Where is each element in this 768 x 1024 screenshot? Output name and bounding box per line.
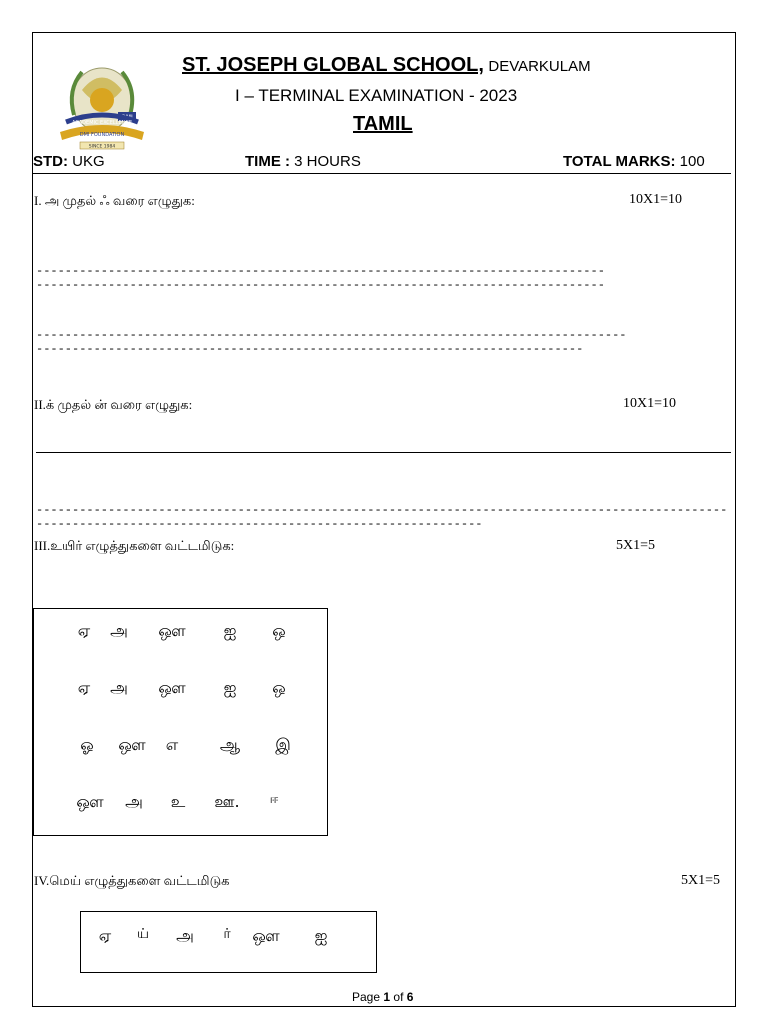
- grid-letter[interactable]: ஒ: [272, 621, 286, 640]
- grid-letter[interactable]: ஔ: [118, 735, 146, 754]
- time-info: [245, 153, 361, 170]
- grid-letter[interactable]: ஏ: [77, 678, 91, 697]
- grid-letter[interactable]: ஆ: [219, 735, 241, 754]
- grid-letter[interactable]: ஒ: [272, 678, 286, 697]
- question-4: IV.மெய் எழுத்துகளை வட்டமிடுக: [34, 873, 230, 888]
- grid-letter[interactable]: ஐ: [314, 926, 328, 945]
- question-2: II.க் முதல் ன் வரை எழுதுக:: [34, 397, 193, 412]
- question-3: III.உயிர் எழுத்துகளை வட்டமிடுக:: [34, 538, 235, 553]
- std-value: UKG: [72, 153, 105, 170]
- answer-line-3: [36, 452, 731, 453]
- vowel-grid: [33, 608, 328, 836]
- school-name: ST. JOSEPH GLOBAL SCHOOL,: [182, 54, 484, 76]
- question-2-marks: 10X1=10: [623, 396, 677, 411]
- std-label: STD:: [33, 153, 68, 170]
- grid-letter[interactable]: ஓ: [80, 735, 94, 754]
- logo-arc-text: ACADEMIC EXCELLENCE: [71, 120, 133, 126]
- school-location: DEVARKULAM: [488, 58, 591, 75]
- logo-since-text: SINCE 1984: [88, 144, 116, 150]
- exam-title: I – TERMINAL EXAMINATION - 2023: [235, 86, 518, 105]
- std-info: [33, 153, 105, 170]
- question-3-marks: 5X1=5: [616, 538, 656, 553]
- grid-letter[interactable]: உ: [170, 792, 186, 811]
- grid-letter[interactable]: எ: [165, 735, 179, 754]
- vowel-row-4: [34, 792, 327, 822]
- school-logo: [52, 60, 152, 154]
- grid-letter[interactable]: ய்: [136, 926, 150, 942]
- grid-letter[interactable]: ஈ: [269, 792, 279, 806]
- grid-letter[interactable]: ஐ: [223, 621, 237, 640]
- answer-line-1: --------------------------------------------------------------------------------------------------------------------------------------------------------------: [36, 264, 605, 292]
- grid-letter[interactable]: ஏ: [77, 621, 91, 640]
- page-number: 1: [383, 990, 391, 1004]
- logo-badge-text: DMI: [121, 114, 133, 121]
- time-label: TIME :: [245, 153, 290, 170]
- of-word: of: [393, 990, 404, 1004]
- page-total: 6: [406, 990, 414, 1004]
- vowel-row-3: [34, 735, 327, 765]
- grid-letter[interactable]: ஔ: [158, 621, 186, 640]
- answer-line-2: --------------------------------------------------------------------------------------------------------------------------------------------------------------: [36, 328, 627, 356]
- grid-letter[interactable]: அ: [125, 792, 143, 811]
- grid-letter[interactable]: இ: [275, 735, 291, 754]
- grid-letter[interactable]: ஊ.: [214, 792, 240, 811]
- vowel-row-1: [34, 621, 327, 651]
- grid-letter[interactable]: ஔ: [76, 792, 104, 811]
- grid-letter[interactable]: அ: [176, 926, 194, 945]
- consonant-row: [81, 926, 376, 956]
- grid-letter[interactable]: ஔ: [252, 926, 280, 945]
- total-marks-label: TOTAL MARKS:: [563, 153, 676, 170]
- vowel-row-2: [34, 678, 327, 708]
- time-value: 3 HOURS: [294, 153, 361, 170]
- total-marks-info: [563, 153, 705, 170]
- logo-ribbon-text: DMI FOUNDATION: [79, 132, 125, 138]
- grid-letter[interactable]: ஏ: [98, 926, 112, 945]
- grid-letter[interactable]: அ: [110, 678, 128, 697]
- question-1: I. அ முதல் ஃ வரை எழுதுக:: [34, 193, 195, 208]
- grid-letter[interactable]: ர்: [223, 926, 231, 942]
- consonant-grid: [80, 911, 377, 973]
- page-word: Page: [352, 990, 381, 1004]
- answer-line-4: --------------------------------------------------------------------------------------------------------------------------------------------------------------: [36, 503, 728, 531]
- question-4-marks: 5X1=5: [681, 873, 721, 888]
- subject-title: TAMIL: [353, 113, 413, 135]
- header-divider: [33, 173, 731, 174]
- page-footer: [352, 990, 413, 1004]
- grid-letter[interactable]: அ: [110, 621, 128, 640]
- grid-letter[interactable]: ஐ: [223, 678, 237, 697]
- grid-letter[interactable]: ஔ: [158, 678, 186, 697]
- total-marks-value: 100: [679, 153, 705, 170]
- question-1-marks: 10X1=10: [629, 192, 683, 207]
